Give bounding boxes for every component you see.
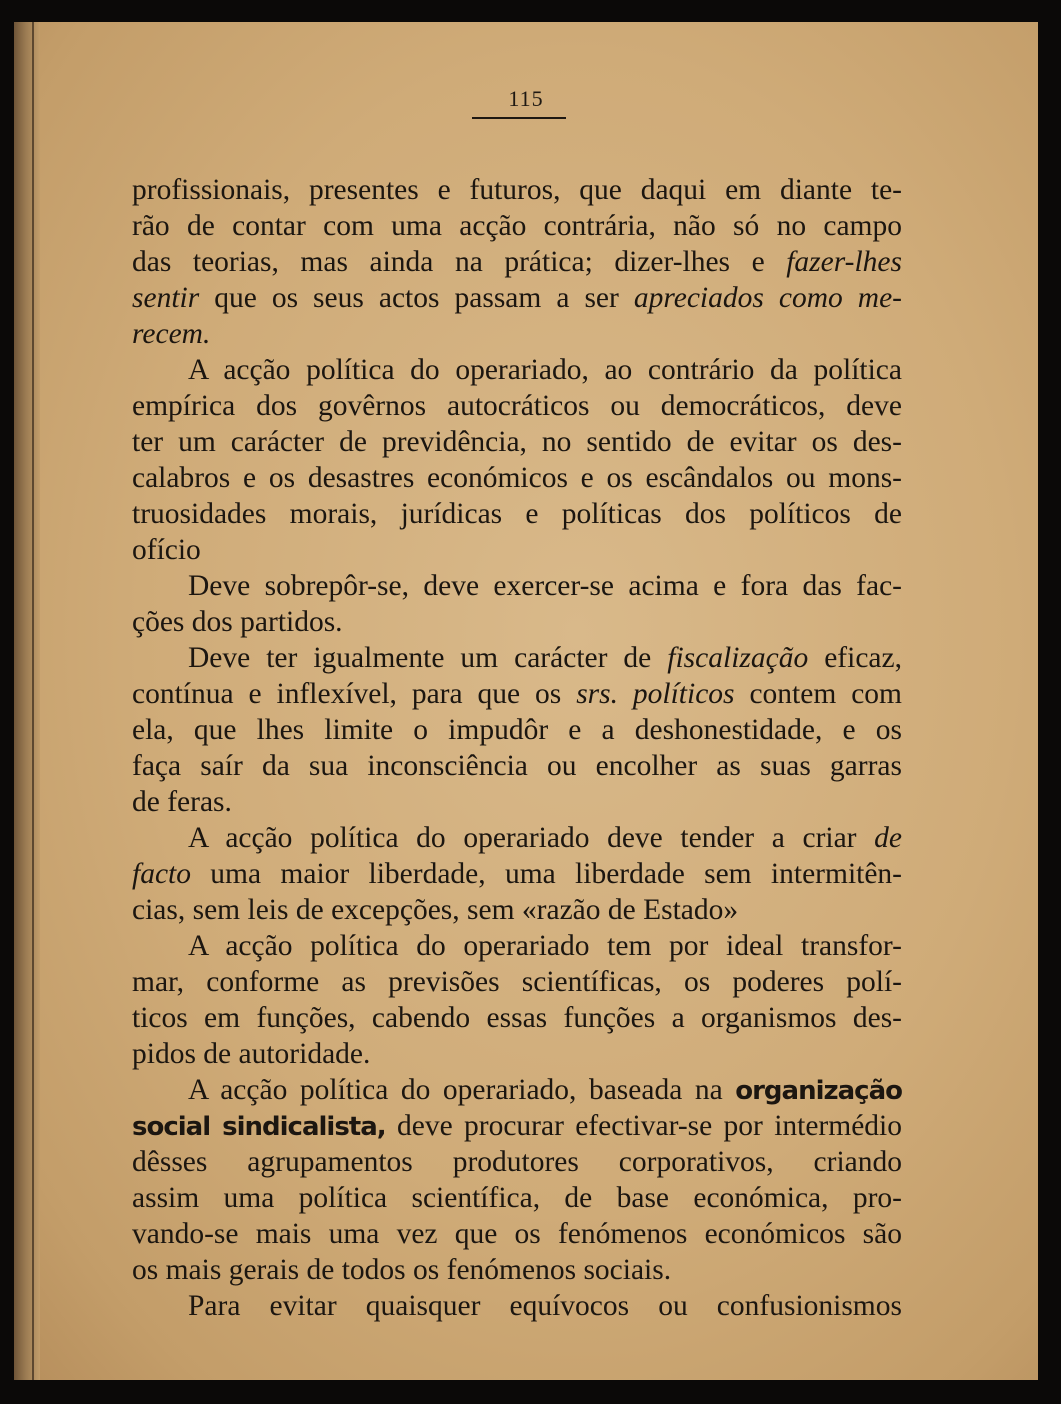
text-run: ela, que lhes limite o impudôr e a deshonestidade, e os: [132, 714, 902, 746]
text-line: [132, 172, 902, 208]
text-run: contem com: [734, 678, 902, 710]
text-run: fazer-lhes: [786, 246, 902, 278]
text-line: [132, 928, 902, 964]
text-run: empírica dos govêrnos autocráticos ou democráticos, deve: [132, 390, 902, 422]
text-line: [132, 712, 902, 748]
text-line: [132, 568, 902, 604]
text-run: ticos em funções, cabendo essas funções a organismos des-: [132, 1002, 902, 1034]
text-line: [132, 532, 902, 568]
text-line: [132, 388, 902, 424]
text-run: A acção política do operariado, ao contrário da política: [188, 354, 902, 386]
text-line: [132, 1072, 902, 1108]
text-run: organização: [735, 1076, 902, 1106]
text-line: [132, 1288, 902, 1324]
text-run: Deve sobrepôr-se, deve exercer-se acima e fora das fac-: [188, 570, 902, 602]
text-run: de: [874, 822, 902, 854]
text-line: [132, 208, 902, 244]
text-run: Para evitar quaisquer equívocos ou confusionismos: [188, 1290, 902, 1322]
text-line: [132, 748, 902, 784]
text-run: sentir: [132, 282, 200, 314]
text-line: [132, 1216, 902, 1252]
text-run: deve procurar efectivar-se por intermédio: [385, 1110, 902, 1142]
text-run: profissionais, presentes e futuros, que daqui em diante te-: [132, 174, 902, 206]
text-run: apreciados como me-: [633, 282, 902, 314]
text-run: os mais gerais de todos os fenómenos sociais.: [132, 1254, 672, 1286]
page-number-rule: [472, 117, 566, 119]
text-run: ções dos partidos.: [132, 606, 343, 638]
text-run: rão de contar com uma acção contrária, não só no campo: [132, 210, 902, 242]
text-run: facto: [132, 858, 191, 890]
text-run: vando-se mais uma vez que os fenómenos económicos são: [132, 1218, 902, 1250]
text-line: [132, 964, 902, 1000]
text-line: [132, 892, 902, 928]
text-line: [132, 676, 902, 712]
page-number: 115: [508, 86, 544, 111]
text-run: eficaz,: [808, 642, 902, 674]
text-run: faça saír da sua inconsciência ou encolher as suas garras: [132, 750, 902, 782]
text-line: [132, 1180, 902, 1216]
book-page: [14, 22, 1038, 1380]
text-line: [132, 604, 902, 640]
text-line: [132, 1036, 902, 1072]
text-run: truosidades morais, jurídicas e políticas dos políticos de: [132, 498, 902, 530]
text-run: dêsses agrupamentos produtores corporativos, criando: [132, 1146, 902, 1178]
text-run: mar, conforme as previsões scientíficas, os poderes polí-: [132, 966, 902, 998]
text-line: [132, 1000, 902, 1036]
text-run: que os seus actos passam a ser: [199, 282, 634, 314]
text-run: calabros e os desastres económicos e os escândalos ou mons-: [132, 462, 902, 494]
text-line: [132, 244, 902, 280]
text-line: [132, 820, 902, 856]
page-gutter: [14, 22, 40, 1380]
text-run: ter um carácter de previdência, no sentido de evitar os des-: [132, 426, 902, 458]
text-run: social sindicalista,: [132, 1112, 386, 1142]
text-line: [132, 352, 902, 388]
text-run: uma maior liberdade, uma liberdade sem intermitên-: [191, 858, 902, 890]
text-line: [132, 1108, 902, 1144]
text-run: das teorias, mas ainda na prática; dizer-lhes e: [132, 246, 787, 278]
text-line: [132, 424, 902, 460]
text-run: pidos de autoridade.: [132, 1038, 371, 1070]
body-text: [132, 172, 902, 1324]
text-run: contínua e inflexível, para que os: [132, 678, 577, 710]
text-run: cias, sem leis de excepções, sem «razão de Estado»: [132, 894, 739, 926]
text-run: A acção política do operariado deve tender a criar: [188, 822, 875, 854]
text-run: A acção política do operariado tem por ideal transfor-: [188, 930, 902, 962]
text-run: assim uma política scientífica, de base económica, pro-: [132, 1182, 902, 1214]
text-line: [132, 496, 902, 532]
text-run: A acção política do operariado, baseada na: [188, 1074, 736, 1106]
gutter-edge-line: [32, 22, 34, 1380]
text-line: [132, 316, 902, 352]
text-line: [132, 1144, 902, 1180]
text-line: [132, 784, 902, 820]
text-line: [132, 460, 902, 496]
text-run: srs. políticos: [576, 678, 735, 710]
text-run: ofício: [132, 534, 201, 566]
text-run: recem.: [132, 318, 211, 350]
text-line: [132, 640, 902, 676]
text-line: [132, 1252, 902, 1288]
text-line: [132, 856, 902, 892]
text-run: de feras.: [132, 786, 232, 818]
text-line: [132, 280, 902, 316]
text-run: fiscalização: [667, 642, 809, 674]
text-run: Deve ter igualmente um carácter de: [188, 642, 668, 674]
